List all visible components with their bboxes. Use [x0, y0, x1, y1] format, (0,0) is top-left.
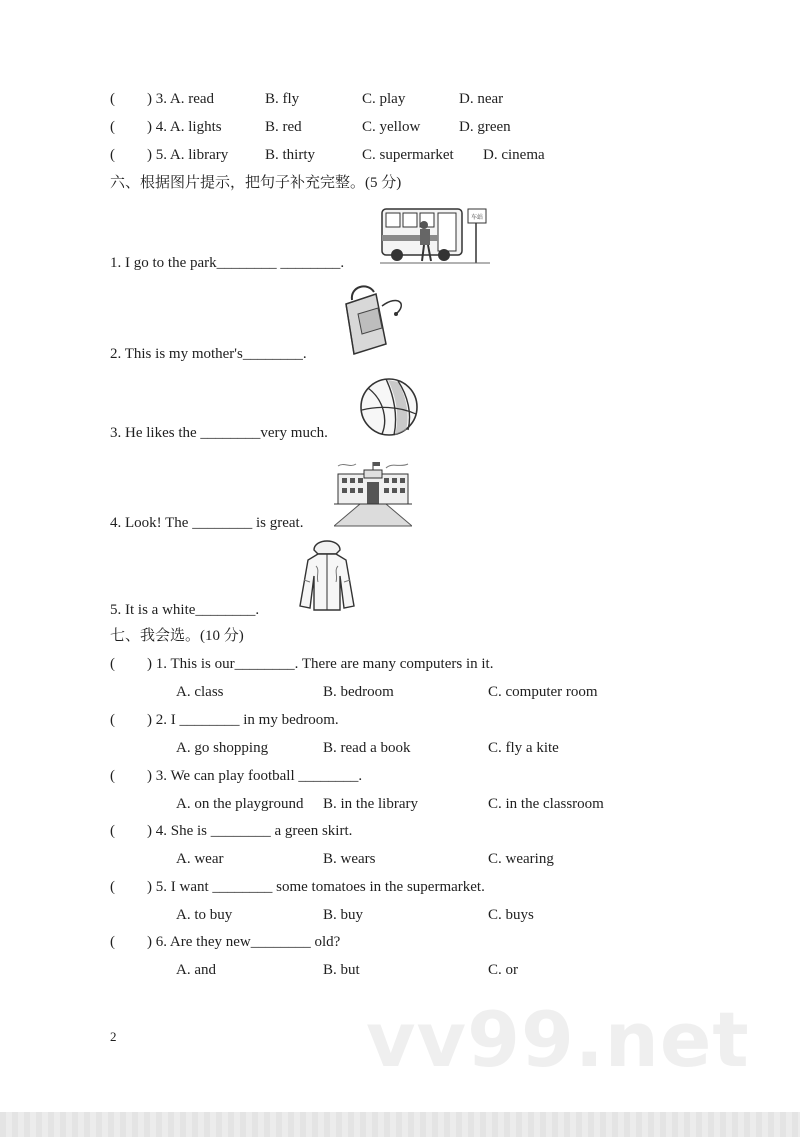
option-b: B. thirty — [265, 147, 316, 163]
option-b: B. fly — [265, 91, 300, 107]
option-b: B. red — [265, 119, 302, 135]
answer-paren: ( — [110, 119, 115, 135]
option-d: D. near — [459, 91, 504, 107]
section6-heading: 六、根据图片提示，把句子补充完整。(5 分) — [110, 175, 402, 191]
page-bottom-strip — [0, 1112, 800, 1137]
question-stem: ) 2. I ________ in my bedroom. — [147, 712, 339, 728]
option-b: B. buy — [323, 907, 364, 923]
option-a: A. class — [176, 684, 224, 700]
bus-stop-sign-text: 车站 — [470, 214, 484, 221]
bus-picture — [380, 205, 490, 267]
option-c: C. fly a kite — [488, 740, 559, 756]
item-stem: ) 5. A. library — [147, 147, 229, 163]
option-c: C. yellow — [362, 119, 421, 135]
option-c: C. buys — [488, 907, 534, 923]
option-c: C. supermarket — [362, 147, 454, 163]
page-number: 2 — [110, 1029, 117, 1044]
answer-paren: ( — [110, 879, 115, 895]
sentence-5: 5. It is a white________. — [110, 602, 260, 618]
option-b: B. in the library — [323, 796, 418, 812]
answer-paren: ( — [110, 147, 115, 163]
bag-picture — [338, 284, 408, 358]
item-stem: ) 4. A. lights — [147, 119, 222, 135]
option-a: A. on the playground — [176, 796, 304, 812]
option-c: C. play — [362, 91, 406, 107]
option-b: B. but — [323, 962, 360, 978]
option-a: A. go shopping — [176, 740, 269, 756]
question-stem: ) 6. Are they new________ old? — [147, 934, 341, 950]
option-b: B. bedroom — [323, 684, 394, 700]
question-stem: ) 1. This is our________. There are many computers in it. — [147, 656, 494, 672]
option-a: A. wear — [176, 851, 224, 867]
ball-picture — [358, 376, 420, 438]
option-c: C. in the classroom — [488, 796, 604, 812]
answer-paren: ( — [110, 823, 115, 839]
answer-paren: ( — [110, 91, 115, 107]
option-b: B. wears — [323, 851, 376, 867]
option-a: A. and — [176, 962, 216, 978]
option-c: C. computer room — [488, 684, 598, 700]
playground-picture — [334, 458, 412, 528]
option-c: C. wearing — [488, 851, 554, 867]
sentence-1: 1. I go to the park________ ________. — [110, 255, 345, 271]
question-stem: ) 3. We can play football ________. — [147, 768, 363, 784]
sentence-4: 4. Look! The ________ is great. — [110, 515, 304, 531]
option-d: D. green — [459, 119, 511, 135]
question-stem: ) 5. I want ________ some tomatoes in the supermarket. — [147, 879, 485, 895]
option-a: A. to buy — [176, 907, 233, 923]
answer-paren: ( — [110, 712, 115, 728]
option-b: B. read a book — [323, 740, 411, 756]
answer-paren: ( — [110, 934, 115, 950]
watermark: vv99.net — [366, 995, 750, 1084]
option-c: C. or — [488, 962, 518, 978]
answer-paren: ( — [110, 656, 115, 672]
option-d: D. cinema — [483, 147, 545, 163]
answer-paren: ( — [110, 768, 115, 784]
question-stem: ) 4. She is ________ a green skirt. — [147, 823, 353, 839]
sentence-2: 2. This is my mother's________. — [110, 346, 307, 362]
item-stem: ) 3. A. read — [147, 91, 215, 107]
coat-picture — [296, 536, 358, 616]
sentence-3: 3. He likes the ________very much. — [110, 425, 328, 441]
section7-heading: 七、我会选。(10 分) — [110, 628, 244, 644]
